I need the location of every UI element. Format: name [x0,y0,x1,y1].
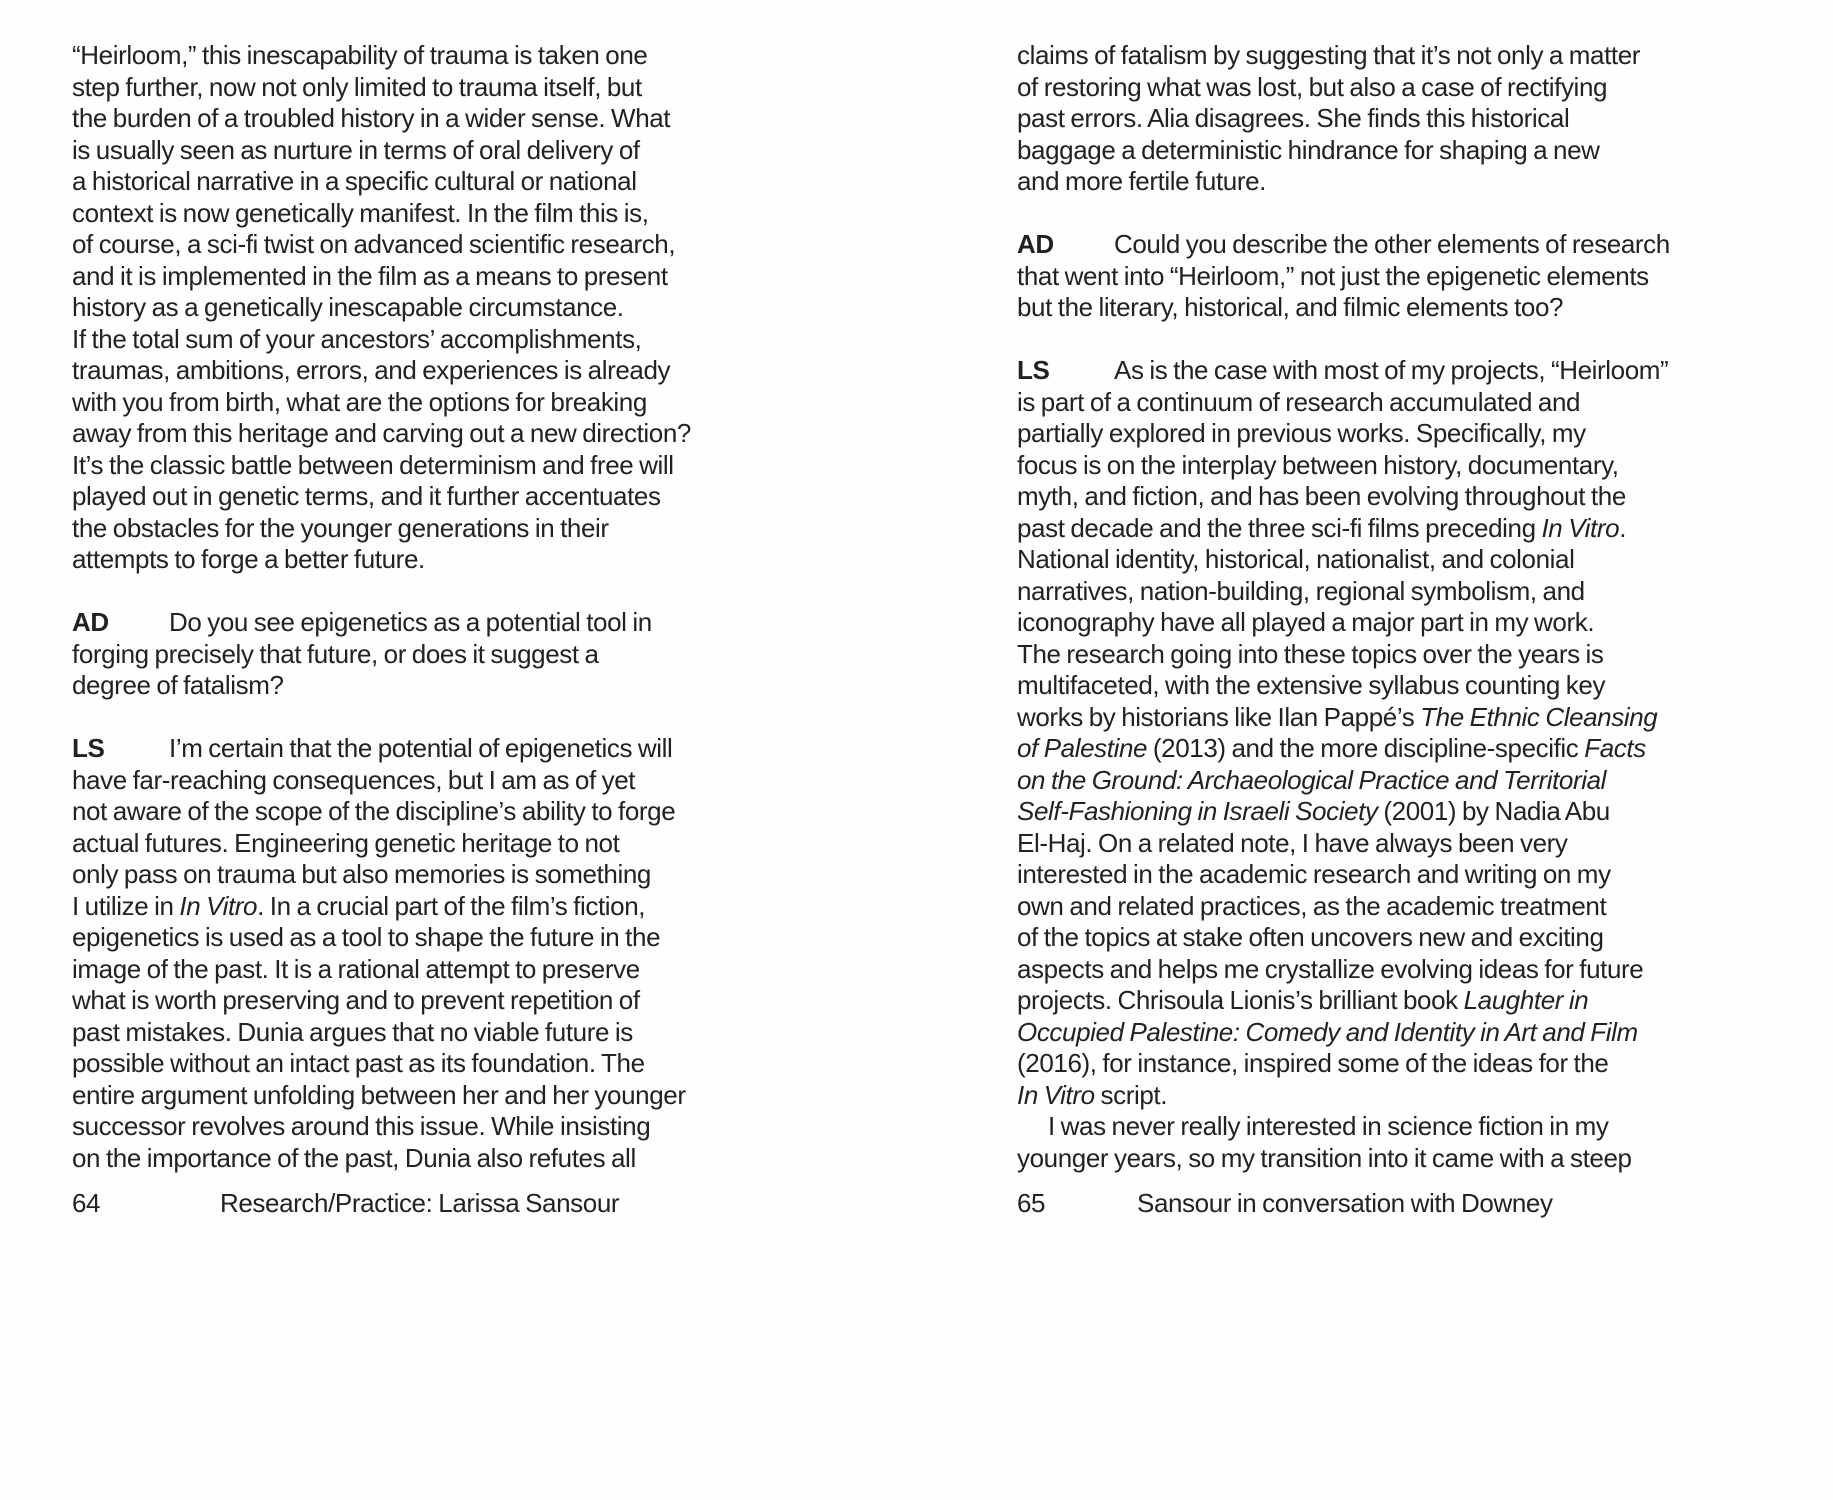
text-segment: image of the past. It is a rational attempt to preserve [72,953,640,984]
text-segment: of course, a sci-fi twist on advanced scientific research, [72,229,676,259]
text-line [72,891,802,923]
text-segment: iconography have all played a major part in my work. [1017,607,1595,637]
text-line [1017,1080,1777,1112]
text-line [72,387,802,419]
text-segment: that went into “Heirloom,” not just the epigenetic elements [1017,260,1649,291]
text-segment: (2016), for instance, inspired some of the ideas for the [1017,1048,1609,1078]
text-segment: past mistakes. Dunia argues that no viable future is [72,1016,633,1047]
text-segment: a historical narrative in a specific cultural or national [72,166,637,196]
italic-text-segment: The Ethnic Cleansing [1420,701,1658,732]
text-line [1017,481,1777,513]
text-segment: but the literary, historical, and filmic elements too? [1017,292,1564,322]
text-line [1017,72,1777,104]
italic-text-segment: Facts [1584,733,1646,763]
text-segment: Do you see epigenetics as a potential tool in [169,607,652,637]
italic-text-segment: Occupied Palestine: Comedy and Identity in Art and Film [1017,1016,1638,1047]
text-segment: not aware of the scope of the discipline’s ability to forge [72,796,676,826]
text-segment: with you from birth, what are the options for breaking [72,386,647,417]
page-number: 64 [72,1188,101,1218]
text-line [72,544,802,576]
speaker-label: AD [1017,229,1054,259]
text-segment: multifaceted, with the extensive syllabus counting key [1017,670,1606,700]
text-line [1017,450,1777,482]
text-line [1017,1017,1777,1049]
text-line [72,198,802,230]
text-line [72,1017,802,1049]
text-line [72,450,802,482]
paragraph-block [72,40,802,576]
text-line [1017,1111,1777,1143]
text-segment: works by historians like Ilan Pappé’s [1017,701,1421,732]
text-segment: focus is on the interplay between history, documentary, [1017,449,1619,480]
text-segment: of restoring what was lost, but also a case of rectifying [1017,71,1608,102]
text-segment: interested in the academic research and writing on my [1017,859,1611,889]
italic-text-segment: In Vitro [1017,1079,1095,1110]
text-line [1017,576,1777,608]
text-segment: If the total sum of your ancestors’ accomplishments, [72,323,642,354]
text-line [1017,859,1777,891]
italic-text-segment: on the Ground: Archaeological Practice and Territorial [1017,764,1607,795]
text-segment: The research going into these topics over the years is [1017,638,1604,669]
text-line [72,765,802,797]
text-line [72,418,802,450]
text-line [72,135,802,167]
text-line [1017,796,1777,828]
text-segment: of the topics at stake often uncovers new and exciting [1017,922,1604,952]
text-segment: claims of fatalism by suggesting that it’s not only a matter [1017,40,1641,70]
text-line [72,639,802,671]
text-line [72,1143,802,1175]
page-number: 65 [1017,1188,1046,1218]
text-line [1017,765,1777,797]
text-line [1017,103,1777,135]
dialogue-block [1017,355,1777,1174]
text-segment: aspects and helps me crystallize evolving ideas for future [1017,953,1644,984]
text-segment: what is worth preserving and to prevent repetition of [72,985,640,1015]
text-segment: . In a crucial part of the film’s fiction, [257,890,646,921]
text-segment: forging precisely that future, or does it suggest a [72,638,599,669]
text-segment: only pass on trauma but also memories is something [72,859,651,889]
text-segment: have far-reaching consequences, but I am as of yet [72,764,636,795]
text-line [72,1048,802,1080]
italic-text-segment: Laughter in [1463,985,1589,1015]
text-line [72,166,802,198]
text-segment: history as a genetically inescapable circumstance. [72,292,624,322]
text-segment: step further, now not only limited to trauma itself, but [72,71,642,102]
text-segment: context is now genetically manifest. In the film this is, [72,197,649,228]
text-segment: successor revolves around this issue. While insisting [72,1111,651,1141]
text-line [72,72,802,104]
text-line [1017,954,1777,986]
text-line [1017,229,1777,261]
italic-text-segment: Self-Fashioning in Israeli Society [1017,796,1378,826]
dialogue-block [72,607,802,702]
text-segment: It’s the classic battle between determinism and free will [72,449,674,480]
text-segment: (2001) by Nadia Abu [1377,796,1610,826]
text-line [72,481,802,513]
text-line [1017,292,1777,324]
running-title: Research/Practice: Larissa Sansour [220,1188,620,1218]
text-segment: actual futures. Engineering genetic heritage to not [72,827,620,858]
text-segment: As is the case with most of my projects, “Heirloom” [1114,355,1669,385]
text-segment: is usually seen as nurture in terms of oral delivery of [72,134,640,165]
text-line [1017,607,1777,639]
text-line [1017,387,1777,419]
right-page-footer [1017,1188,1553,1220]
text-segment: I was never really interested in science fiction in my [1048,1111,1609,1141]
text-line [1017,985,1777,1017]
left-page-footer [72,1188,619,1220]
text-segment: away from this heritage and carving out a new direction? [72,418,691,448]
text-segment: baggage a deterministic hindrance for shaping a new [1017,134,1600,165]
italic-text-segment: In Vitro [1541,512,1620,543]
text-segment: past decade and the three sci-fi films preceding [1017,512,1542,543]
text-segment: and it is implemented in the film as a means to present [72,260,668,291]
text-segment: epigenetics is used as a tool to shape the future in the [72,922,661,952]
text-segment: the burden of a troubled history in a wider sense. What [72,103,671,133]
text-line [1017,261,1777,293]
italic-text-segment: In Vitro [179,890,258,921]
text-line [72,985,802,1017]
text-segment: I utilize in [72,890,180,921]
text-line [1017,355,1777,387]
text-line [72,1111,802,1143]
text-segment: narratives, nation-building, regional symbolism, and [1017,575,1585,606]
text-segment: past errors. Alia disagrees. She finds this historical [1017,103,1570,133]
text-line [1017,40,1777,72]
dialogue-block [72,733,802,1174]
text-segment: I’m certain that the potential of epigenetics will [169,733,673,763]
text-segment: National identity, historical, nationalist, and colonial [1017,544,1575,574]
text-line [72,103,802,135]
dialogue-block [1017,229,1777,324]
text-line [1017,1143,1777,1175]
text-segment: partially explored in previous works. Specifically, my [1017,418,1586,448]
text-segment: attempts to forge a better future. [72,544,425,574]
text-line [72,324,802,356]
text-line [1017,922,1777,954]
text-segment: . [1619,512,1627,543]
text-line [1017,891,1777,923]
right-page-text-column [1017,40,1777,1174]
speaker-label: AD [72,607,109,637]
paragraph-block [1017,40,1777,198]
text-segment: myth, and fiction, and has been evolving throughout the [1017,481,1626,511]
text-line [72,828,802,860]
text-segment: degree of fatalism? [72,670,284,700]
text-segment: (2013) and the more discipline-specific [1147,733,1585,763]
text-line [1017,702,1777,734]
text-segment: played out in genetic terms, and it further accentuates [72,481,661,511]
text-segment: possible without an intact past as its foundation. The [72,1048,645,1078]
text-line [72,670,802,702]
text-line [72,607,802,639]
text-segment: El-Haj. On a related note, I have always been very [1017,827,1568,858]
text-line [1017,544,1777,576]
speaker-label: LS [1017,355,1050,385]
text-line [1017,135,1777,167]
text-line [1017,513,1777,545]
text-line [1017,166,1777,198]
text-segment: script. [1094,1079,1168,1110]
text-segment: own and related practices, as the academic treatment [1017,890,1607,921]
text-segment: and more fertile future. [1017,166,1266,196]
text-line [72,355,802,387]
text-line [72,40,802,72]
text-line [1017,733,1777,765]
text-line [72,922,802,954]
text-segment: is part of a continuum of research accumulated and [1017,386,1581,417]
running-title: Sansour in conversation with Downey [1137,1188,1553,1218]
text-segment: Could you describe the other elements of research [1114,229,1670,259]
text-line [72,733,802,765]
text-segment: traumas, ambitions, errors, and experiences is already [72,355,671,385]
text-line [72,1080,802,1112]
text-line [72,859,802,891]
text-segment: on the importance of the past, Dunia also refutes all [72,1142,636,1173]
text-segment: younger years, so my transition into it came with a steep [1017,1142,1632,1173]
text-line [1017,639,1777,671]
text-line [72,261,802,293]
text-line [72,229,802,261]
text-line [1017,418,1777,450]
text-segment: projects. Chrisoula Lionis’s brilliant book [1017,985,1464,1015]
speaker-label: LS [72,733,105,763]
text-line [72,796,802,828]
text-line [72,292,802,324]
italic-text-segment: of Palestine [1017,733,1148,763]
text-line [72,513,802,545]
text-line [72,954,802,986]
text-segment: entire argument unfolding between her and her younger [72,1079,686,1110]
text-line [1017,1048,1777,1080]
text-segment: the obstacles for the younger generations in their [72,512,609,543]
left-page-text-column [72,40,802,1174]
text-line [1017,828,1777,860]
text-segment: “Heirloom,” this inescapability of trauma is taken one [72,40,648,70]
text-line [1017,670,1777,702]
